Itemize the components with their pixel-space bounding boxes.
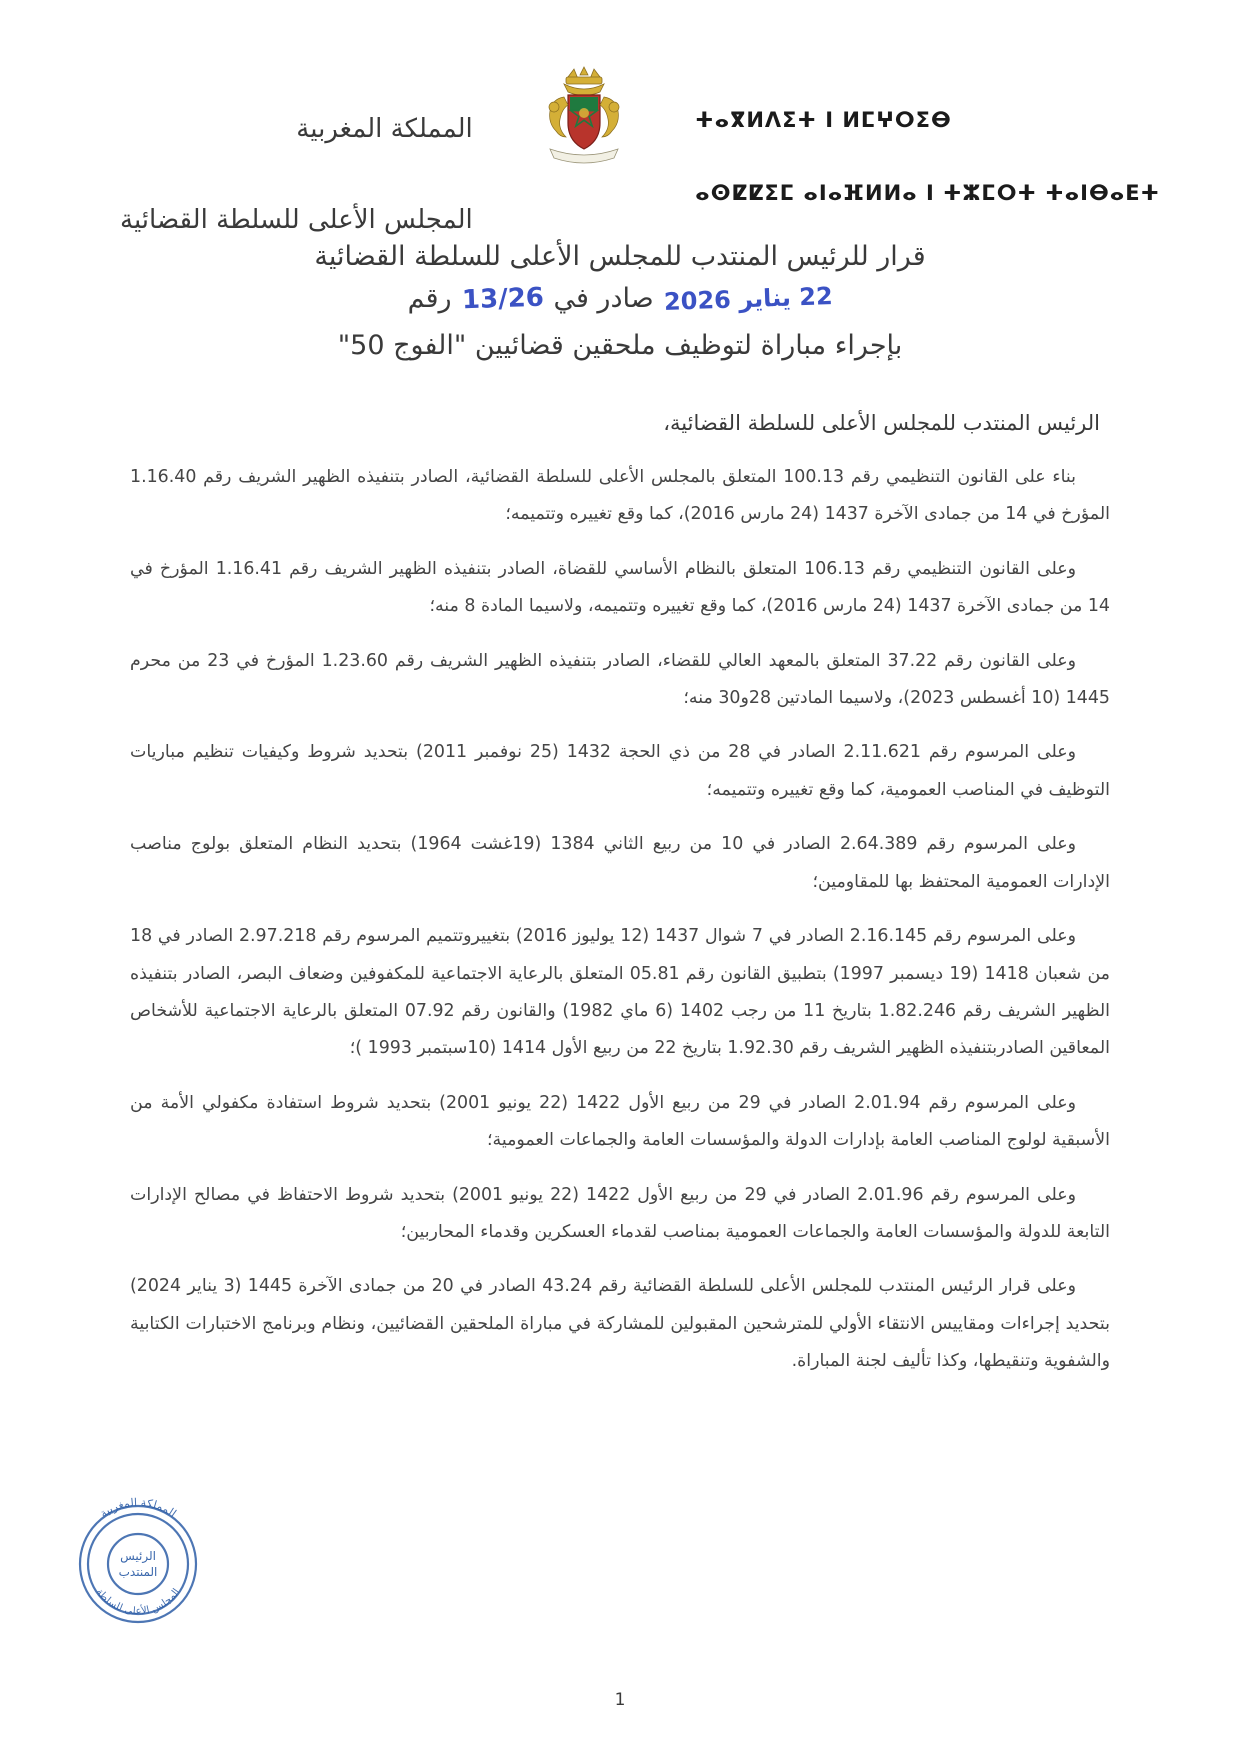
issued-label: صادر في	[553, 282, 654, 314]
body-paragraph: وعلى المرسوم رقم 2.11.621 الصادر في 28 من ذي الحجة 1432 (25 نوفمبر 2011) بتحديد شروط وكيفيات تنظيم مباريات التوظيف في المناصب العمومية، كما وقع تغييره وتتميمه؛	[130, 742, 1110, 800]
title-line-1: قرار للرئيس المنتدب للمجلس الأعلى للسلطة القضائية	[314, 241, 926, 272]
stamp-inner-line-1: الرئيس	[120, 1549, 156, 1563]
svg-text:المملكة المغربية	[97, 1496, 178, 1520]
body-paragraph: وعلى المرسوم رقم 2.16.145 الصادر في 7 شوال 1437 (12 يوليوز 2016) بتغييروتتميم المرسوم رقم 2.97.218 الصادر في 18 من شعبان 1418 (19 ديسمبر 1997) بتطبيق القانون رقم 05.81 المتعلق بالرعاية الاجتماعية للمكفوفين وضعاف البصر، الصادر بتنفيذه الظهير الشريف رقم 1.82.246 بتاريخ 11 من رجب 1402 (6 ماي 1982) والقانون رقم 07.92 المتعلق بالرعاية الاجتماعية للأشخاص المعاقين الصادربتنفيذه الظهير الشريف رقم 1.92.30 بتاريخ 22 من ربيع الأول 1414 (10سبتمبر 1993 )؛	[130, 926, 1110, 1059]
date-value: 22 يناير 2026	[663, 281, 833, 316]
title-line-3: بإجراء مباراة لتوظيف ملحقين قضائيين "الفوج 50"	[337, 329, 903, 361]
tifinagh-line-1: ⵜⴰⴳⵍⴷⵉⵜ ⵏ ⵍⵎⵖⵔⵉⴱ	[695, 107, 952, 132]
number-label: رقم	[407, 282, 452, 314]
stamp-outer-text: المملكة المغربية	[97, 1495, 179, 1521]
tifinagh-line-2: ⴰⵙⵇⵇⵉⵎ ⴰⵏⴰⴼⵍⵍⴰ ⵏ ⵜⵣⵎⵔⵜ ⵜⴰⵏⴱⴰⴹⵜ	[695, 181, 1160, 206]
body-paragraph: وعلى المرسوم رقم 2.01.94 الصادر في 29 من ربيع الأول 1422 (22 يونيو 2001) بتحديد شروط استفادة مكفولي الأمة من الأسبقية لولوج المناصب العامة بإدارات الدولة والمؤسسات العامة والجماعات العمومية؛	[130, 1092, 1110, 1151]
letterhead	[0, 0, 1240, 235]
body-paragraph: وعلى قرار الرئيس المنتدب للمجلس الأعلى للسلطة القضائية رقم 43.24 الصادر في 20 من جمادى الآخرة 1445 (3 يناير 2024) بتحديد إجراءات ومقاييس الانتقاء الأولي للمترشحين المقبولين للمشاركة في مباراة الملحقين القضائيين، ونظام وبرنامج الاختبارات الكتابية والشفوية وتنقيطها، وكذا تأليف لجنة المباراة.	[130, 1276, 1110, 1372]
document-body	[130, 459, 1110, 1381]
body-paragraph: وعلى القانون رقم 37.22 المتعلق بالمعهد العالي للقضاء، الصادر بتنفيذه الظهير الشريف رقم 1.23.60 المؤرخ في 23 من محرم 1445 (10 أغسطس 2023)، ولاسيما المادتين 28و30 منه؛	[130, 650, 1110, 708]
kingdom-name: المملكة المغربية	[296, 114, 473, 145]
body-paragraph: بناء على القانون التنظيمي رقم 100.13 المتعلق بالمجلس الأعلى للسلطة القضائية، الصادر بتنفيذه الظهير الشريف رقم 1.16.40 المؤرخ في 14 من جمادى الآخرة 1437 (24 مارس 2016)، كما وقع تغييره وتتميمه؛	[130, 466, 1110, 525]
body-paragraph: وعلى المرسوم رقم 2.64.389 الصادر في 10 من ربيع الثاني 1384 (19غشت 1964) بتحديد النظام المتعلق بولوج مناصب الإدارات العمومية المحتفظ بها للمقاومين؛	[130, 834, 1110, 892]
official-seal-stamp	[58, 1484, 218, 1644]
body-paragraph: وعلى المرسوم رقم 2.01.96 الصادر في 29 من ربيع الأول 1422 (22 يونيو 2001) بتحديد شروط الاحتفاظ في مصالح الإدارات التابعة للدولة والمؤسسات العامة والجماعات العمومية بمناصب لقدماء العسكرين وقدماء المحاربين؛	[130, 1184, 1110, 1243]
addressee-line: الرئيس المنتدب للمجلس الأعلى للسلطة القضائية،	[663, 410, 1100, 435]
decision-number-value: 13/26	[461, 282, 544, 316]
stamp-bottom-text: المجلس الأعلى للسلطة	[93, 1586, 183, 1618]
morocco-coat-of-arms-icon	[524, 63, 644, 175]
council-name: المجلس الأعلى للسلطة القضائية	[120, 204, 473, 235]
body-paragraph: وعلى القانون التنظيمي رقم 106.13 المتعلق بالنظام الأساسي للقضاة، الصادر بتنفيذه الظهير الشريف رقم 1.16.41 المؤرخ في 14 من جمادى الآخرة 1437 (24 مارس 2016)، كما وقع تغييره وتتميمه، ولاسيما المادة 8 منه؛	[130, 558, 1110, 617]
page-number: 1	[614, 1690, 626, 1710]
tifinagh-header	[695, 65, 1160, 249]
stamp-inner-line-2: المنتدب	[118, 1565, 158, 1579]
kingdom-header	[120, 63, 473, 286]
